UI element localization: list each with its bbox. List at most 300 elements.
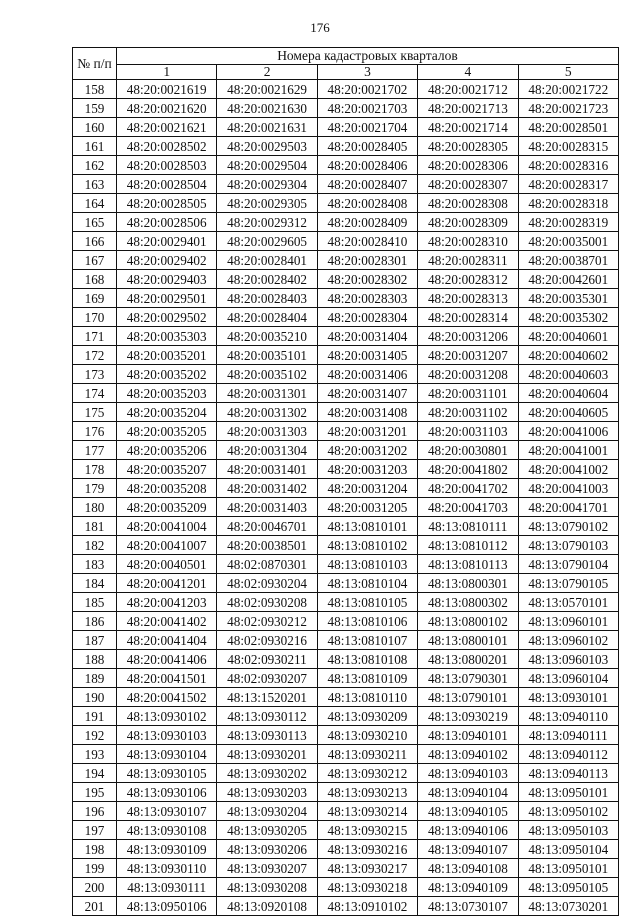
cadastral-number-cell: 48:20:0031103: [418, 422, 518, 441]
cadastral-number-cell: 48:13:0800301: [418, 574, 518, 593]
table-row: [73, 897, 619, 916]
cadastral-number-cell: 48:20:0028402: [217, 270, 317, 289]
cadastral-number-cell: 48:20:0028401: [217, 251, 317, 270]
cadastral-number-cell: 48:13:0960104: [518, 669, 618, 688]
cadastral-number-cell: 48:20:0029605: [217, 232, 317, 251]
cadastral-number-cell: 48:13:0930216: [317, 840, 417, 859]
row-number-cell: 159: [73, 99, 117, 118]
cadastral-number-cell: 48:20:0031304: [217, 441, 317, 460]
row-number-cell: 198: [73, 840, 117, 859]
cadastral-number-cell: 48:20:0035302: [518, 308, 618, 327]
row-number-cell: 162: [73, 156, 117, 175]
cadastral-number-cell: 48:20:0035102: [217, 365, 317, 384]
cadastral-number-cell: 48:20:0028409: [317, 213, 417, 232]
cadastral-number-cell: 48:13:0930217: [317, 859, 417, 878]
cadastral-number-cell: 48:20:0035205: [117, 422, 217, 441]
cadastral-number-cell: 48:20:0028313: [418, 289, 518, 308]
cadastral-number-cell: 48:20:0031205: [317, 498, 417, 517]
cadastral-number-cell: 48:20:0031401: [217, 460, 317, 479]
cadastral-number-cell: 48:13:0790105: [518, 574, 618, 593]
cadastral-number-cell: 48:20:0041003: [518, 479, 618, 498]
cadastral-number-cell: 48:20:0028316: [518, 156, 618, 175]
table-row: [73, 327, 619, 346]
cadastral-number-cell: 48:20:0035208: [117, 479, 217, 498]
table-row: [73, 232, 619, 251]
cadastral-number-cell: 48:20:0041501: [117, 669, 217, 688]
column-header-4: 4: [418, 65, 518, 80]
table-row: [73, 194, 619, 213]
cadastral-number-cell: 48:02:0930211: [217, 650, 317, 669]
cadastral-number-cell: 48:20:0029305: [217, 194, 317, 213]
cadastral-number-cell: 48:13:0930214: [317, 802, 417, 821]
cadastral-number-cell: 48:20:0021704: [317, 118, 417, 137]
cadastral-number-cell: 48:13:0730201: [518, 897, 618, 916]
cadastral-number-cell: 48:20:0040604: [518, 384, 618, 403]
cadastral-number-cell: 48:20:0029402: [117, 251, 217, 270]
cadastral-number-cell: 48:20:0041701: [518, 498, 618, 517]
table-row: [73, 118, 619, 137]
cadastral-number-cell: 48:20:0021703: [317, 99, 417, 118]
cadastral-number-cell: 48:13:0940112: [518, 745, 618, 764]
table-row: [73, 859, 619, 878]
table-row: [73, 137, 619, 156]
table-row: [73, 840, 619, 859]
cadastral-number-cell: 48:20:0028501: [518, 118, 618, 137]
cadastral-number-cell: 48:13:0940106: [418, 821, 518, 840]
cadastral-number-cell: 48:20:0028410: [317, 232, 417, 251]
cadastral-number-cell: 48:20:0028302: [317, 270, 417, 289]
row-number-cell: 191: [73, 707, 117, 726]
cadastral-number-cell: 48:20:0046701: [217, 517, 317, 536]
cadastral-number-cell: 48:13:0930202: [217, 764, 317, 783]
cadastral-number-cell: 48:20:0029501: [117, 289, 217, 308]
cadastral-number-cell: 48:13:0930218: [317, 878, 417, 897]
table-row: [73, 251, 619, 270]
cadastral-number-cell: 48:20:0041007: [117, 536, 217, 555]
cadastral-number-cell: 48:20:0028314: [418, 308, 518, 327]
cadastral-number-cell: 48:20:0028503: [117, 156, 217, 175]
cadastral-number-cell: 48:13:0790104: [518, 555, 618, 574]
cadastral-number-cell: 48:13:0910102: [317, 897, 417, 916]
table-row: [73, 403, 619, 422]
table-row: [73, 479, 619, 498]
row-number-cell: 158: [73, 80, 117, 99]
cadastral-number-cell: 48:13:0940110: [518, 707, 618, 726]
table-row: [73, 631, 619, 650]
cadastral-number-cell: 48:20:0028504: [117, 175, 217, 194]
cadastral-number-cell: 48:13:0930208: [217, 878, 317, 897]
cadastral-number-cell: 48:20:0035001: [518, 232, 618, 251]
cadastral-number-cell: 48:20:0028315: [518, 137, 618, 156]
cadastral-number-cell: 48:20:0021712: [418, 80, 518, 99]
cadastral-number-cell: 48:13:0930203: [217, 783, 317, 802]
cadastral-number-cell: 48:20:0021621: [117, 118, 217, 137]
cadastral-number-cell: 48:13:0940105: [418, 802, 518, 821]
cadastral-number-cell: 48:13:0950101: [518, 783, 618, 802]
row-number-cell: 177: [73, 441, 117, 460]
cadastral-number-cell: 48:20:0035207: [117, 460, 217, 479]
cadastral-number-cell: 48:20:0031408: [317, 403, 417, 422]
cadastral-number-cell: 48:20:0029503: [217, 137, 317, 156]
cadastral-number-cell: 48:20:0040601: [518, 327, 618, 346]
cadastral-number-cell: 48:20:0031404: [317, 327, 417, 346]
row-number-cell: 183: [73, 555, 117, 574]
cadastral-number-cell: 48:20:0041404: [117, 631, 217, 650]
cadastral-number-cell: 48:13:0940113: [518, 764, 618, 783]
cadastral-number-cell: 48:20:0041001: [518, 441, 618, 460]
cadastral-number-cell: 48:20:0021722: [518, 80, 618, 99]
row-number-cell: 201: [73, 897, 117, 916]
cadastral-number-cell: 48:13:0930213: [317, 783, 417, 802]
table-row: [73, 460, 619, 479]
cadastral-number-cell: 48:20:0041203: [117, 593, 217, 612]
table-row: [73, 707, 619, 726]
cadastral-number-cell: 48:20:0041002: [518, 460, 618, 479]
cadastral-number-cell: 48:02:0930207: [217, 669, 317, 688]
cadastral-number-cell: 48:20:0031102: [418, 403, 518, 422]
cadastral-number-cell: 48:20:0028301: [317, 251, 417, 270]
table-row: [73, 783, 619, 802]
cadastral-number-cell: 48:13:0810110: [317, 688, 417, 707]
cadastral-number-cell: 48:13:0930113: [217, 726, 317, 745]
table-row: [73, 384, 619, 403]
cadastral-number-cell: 48:13:0940109: [418, 878, 518, 897]
cadastral-number-cell: 48:20:0031204: [317, 479, 417, 498]
cadastral-number-cell: 48:20:0028304: [317, 308, 417, 327]
table-row: [73, 80, 619, 99]
row-number-cell: 178: [73, 460, 117, 479]
cadastral-number-cell: 48:20:0029304: [217, 175, 317, 194]
row-number-cell: 166: [73, 232, 117, 251]
table-row: [73, 612, 619, 631]
table-row: [73, 156, 619, 175]
cadastral-number-cell: 48:02:0930204: [217, 574, 317, 593]
row-number-cell: 194: [73, 764, 117, 783]
cadastral-number-cell: 48:20:0028308: [418, 194, 518, 213]
cadastral-number-cell: 48:13:0930206: [217, 840, 317, 859]
cadastral-number-cell: 48:20:0040603: [518, 365, 618, 384]
cadastral-number-cell: 48:20:0029312: [217, 213, 317, 232]
cadastral-number-cell: 48:20:0035210: [217, 327, 317, 346]
row-number-cell: 195: [73, 783, 117, 802]
cadastral-number-cell: 48:20:0028408: [317, 194, 417, 213]
cadastral-number-cell: 48:20:0021631: [217, 118, 317, 137]
row-number-cell: 200: [73, 878, 117, 897]
table-row: [73, 99, 619, 118]
cadastral-number-cell: 48:20:0021619: [117, 80, 217, 99]
cadastral-number-cell: 48:20:0035303: [117, 327, 217, 346]
cadastral-number-cell: 48:13:0810105: [317, 593, 417, 612]
cadastral-number-cell: 48:20:0028310: [418, 232, 518, 251]
cadastral-number-cell: 48:20:0028405: [317, 137, 417, 156]
table-row: [73, 745, 619, 764]
cadastral-number-cell: 48:20:0031202: [317, 441, 417, 460]
cadastral-number-cell: 48:20:0028311: [418, 251, 518, 270]
cadastral-number-cell: 48:13:0940111: [518, 726, 618, 745]
cadastral-number-cell: 48:20:0028404: [217, 308, 317, 327]
cadastral-number-cell: 48:13:0930108: [117, 821, 217, 840]
row-number-cell: 190: [73, 688, 117, 707]
cadastral-number-cell: 48:20:0042601: [518, 270, 618, 289]
cadastral-number-cell: 48:13:0940108: [418, 859, 518, 878]
cadastral-number-cell: 48:20:0028403: [217, 289, 317, 308]
row-number-cell: 192: [73, 726, 117, 745]
row-number-cell: 184: [73, 574, 117, 593]
cadastral-number-cell: 48:13:0810109: [317, 669, 417, 688]
cadastral-group-header: Номера кадастровых кварталов: [117, 48, 619, 65]
column-header-3: 3: [317, 65, 417, 80]
cadastral-number-cell: 48:13:0930205: [217, 821, 317, 840]
cadastral-number-cell: 48:20:0041406: [117, 650, 217, 669]
cadastral-number-cell: 48:20:0040605: [518, 403, 618, 422]
cadastral-number-cell: 48:20:0028305: [418, 137, 518, 156]
cadastral-number-cell: 48:13:0930215: [317, 821, 417, 840]
row-number-cell: 163: [73, 175, 117, 194]
cadastral-number-cell: 48:13:0790101: [418, 688, 518, 707]
cadastral-number-cell: 48:20:0035206: [117, 441, 217, 460]
cadastral-number-cell: 48:20:0028309: [418, 213, 518, 232]
page-number: 176: [310, 20, 330, 35]
cadastral-number-cell: 48:13:0940107: [418, 840, 518, 859]
cadastral-number-cell: 48:20:0021629: [217, 80, 317, 99]
table-row: [73, 422, 619, 441]
cadastral-number-cell: 48:13:0790102: [518, 517, 618, 536]
cadastral-number-cell: 48:20:0035301: [518, 289, 618, 308]
cadastral-number-cell: 48:13:0810108: [317, 650, 417, 669]
cadastral-number-cell: 48:13:0930112: [217, 707, 317, 726]
cadastral-number-cell: 48:20:0031403: [217, 498, 317, 517]
cadastral-number-cell: 48:20:0028502: [117, 137, 217, 156]
row-number-cell: 181: [73, 517, 117, 536]
row-number-cell: 165: [73, 213, 117, 232]
cadastral-number-cell: 48:02:0930216: [217, 631, 317, 650]
row-number-cell: 160: [73, 118, 117, 137]
table-header: [73, 48, 619, 80]
cadastral-number-cell: 48:20:0041402: [117, 612, 217, 631]
cadastral-number-cell: 48:13:0930212: [317, 764, 417, 783]
cadastral-number-cell: 48:20:0028312: [418, 270, 518, 289]
table-row: [73, 726, 619, 745]
cadastral-number-cell: 48:13:0930106: [117, 783, 217, 802]
table-row: [73, 498, 619, 517]
cadastral-number-cell: 48:20:0028505: [117, 194, 217, 213]
cadastral-number-cell: 48:20:0041502: [117, 688, 217, 707]
cadastral-number-cell: 48:20:0031203: [317, 460, 417, 479]
cadastral-number-cell: 48:13:0930101: [518, 688, 618, 707]
row-number-cell: 169: [73, 289, 117, 308]
table-row: [73, 270, 619, 289]
table-row: [73, 289, 619, 308]
cadastral-number-cell: 48:13:1520201: [217, 688, 317, 707]
cadastral-number-cell: 48:13:0810111: [418, 517, 518, 536]
cadastral-number-cell: 48:20:0028406: [317, 156, 417, 175]
row-number-cell: 179: [73, 479, 117, 498]
cadastral-number-cell: 48:20:0021714: [418, 118, 518, 137]
cadastral-number-cell: 48:13:0730107: [418, 897, 518, 916]
row-number-cell: 164: [73, 194, 117, 213]
cadastral-number-cell: 48:13:0930219: [418, 707, 518, 726]
cadastral-number-cell: 48:13:0920108: [217, 897, 317, 916]
row-number-cell: 182: [73, 536, 117, 555]
cadastral-number-cell: 48:13:0930105: [117, 764, 217, 783]
cadastral-number-cell: 48:13:0930102: [117, 707, 217, 726]
row-number-cell: 199: [73, 859, 117, 878]
cadastral-number-cell: 48:20:0028318: [518, 194, 618, 213]
cadastral-number-cell: 48:13:0810112: [418, 536, 518, 555]
cadastral-number-cell: 48:13:0940102: [418, 745, 518, 764]
cadastral-number-cell: 48:20:0038501: [217, 536, 317, 555]
cadastral-number-cell: 48:13:0950106: [117, 897, 217, 916]
table-row: [73, 365, 619, 384]
cadastral-number-cell: 48:13:0960102: [518, 631, 618, 650]
row-number-cell: 171: [73, 327, 117, 346]
cadastral-number-cell: 48:13:0800201: [418, 650, 518, 669]
table-row: [73, 536, 619, 555]
cadastral-number-cell: 48:20:0031406: [317, 365, 417, 384]
table-row: [73, 669, 619, 688]
cadastral-number-cell: 48:13:0940101: [418, 726, 518, 745]
cadastral-number-cell: 48:20:0021713: [418, 99, 518, 118]
cadastral-number-cell: 48:13:0800302: [418, 593, 518, 612]
cadastral-number-cell: 48:20:0029504: [217, 156, 317, 175]
cadastral-number-cell: 48:20:0035209: [117, 498, 217, 517]
row-number-cell: 180: [73, 498, 117, 517]
cadastral-number-cell: 48:20:0028307: [418, 175, 518, 194]
table-row: [73, 213, 619, 232]
cadastral-number-cell: 48:13:0930110: [117, 859, 217, 878]
cadastral-number-cell: 48:13:0930211: [317, 745, 417, 764]
cadastral-number-cell: 48:13:0930109: [117, 840, 217, 859]
cadastral-number-cell: 48:20:0035201: [117, 346, 217, 365]
cadastral-number-cell: 48:13:0810104: [317, 574, 417, 593]
row-number-cell: 193: [73, 745, 117, 764]
cadastral-number-cell: 48:13:0810101: [317, 517, 417, 536]
cadastral-number-cell: 48:13:0930103: [117, 726, 217, 745]
cadastral-number-cell: 48:13:0570101: [518, 593, 618, 612]
cadastral-number-cell: 48:13:0800101: [418, 631, 518, 650]
cadastral-number-cell: 48:13:0960101: [518, 612, 618, 631]
column-header-5: 5: [518, 65, 618, 80]
table-row: [73, 688, 619, 707]
cadastral-number-cell: 48:02:0870301: [217, 555, 317, 574]
cadastral-number-cell: 48:20:0029401: [117, 232, 217, 251]
cadastral-number-cell: 48:13:0940103: [418, 764, 518, 783]
cadastral-number-cell: 48:13:0790103: [518, 536, 618, 555]
cadastral-number-cell: 48:20:0031407: [317, 384, 417, 403]
cadastral-number-cell: 48:13:0930201: [217, 745, 317, 764]
cadastral-number-cell: 48:20:0035202: [117, 365, 217, 384]
cadastral-number-cell: 48:13:0950104: [518, 840, 618, 859]
cadastral-number-cell: 48:20:0028303: [317, 289, 417, 308]
cadastral-number-cell: 48:20:0021620: [117, 99, 217, 118]
table-row: [73, 574, 619, 593]
row-number-cell: 168: [73, 270, 117, 289]
cadastral-number-cell: 48:20:0035101: [217, 346, 317, 365]
row-number-cell: 197: [73, 821, 117, 840]
cadastral-number-cell: 48:20:0028407: [317, 175, 417, 194]
cadastral-number-cell: 48:13:0810106: [317, 612, 417, 631]
row-number-cell: 170: [73, 308, 117, 327]
row-number-cell: 185: [73, 593, 117, 612]
cadastral-number-cell: 48:13:0930104: [117, 745, 217, 764]
row-number-cell: 167: [73, 251, 117, 270]
cadastral-number-cell: 48:02:0930208: [217, 593, 317, 612]
cadastral-number-cell: 48:13:0950101: [518, 859, 618, 878]
cadastral-number-cell: 48:20:0041004: [117, 517, 217, 536]
cadastral-number-cell: 48:20:0035203: [117, 384, 217, 403]
cadastral-number-cell: 48:13:0930209: [317, 707, 417, 726]
cadastral-number-cell: 48:20:0021723: [518, 99, 618, 118]
cadastral-number-cell: 48:13:0930210: [317, 726, 417, 745]
cadastral-number-cell: 48:20:0029502: [117, 308, 217, 327]
table-row: [73, 175, 619, 194]
column-header-2: 2: [217, 65, 317, 80]
table-row: [73, 441, 619, 460]
row-number-cell: 175: [73, 403, 117, 422]
cadastral-number-cell: 48:13:0930204: [217, 802, 317, 821]
cadastral-number-cell: 48:20:0028506: [117, 213, 217, 232]
row-number-cell: 176: [73, 422, 117, 441]
cadastral-number-cell: 48:20:0031101: [418, 384, 518, 403]
cadastral-number-cell: 48:20:0021630: [217, 99, 317, 118]
row-number-cell: 172: [73, 346, 117, 365]
cadastral-number-cell: 48:20:0041802: [418, 460, 518, 479]
cadastral-number-cell: 48:20:0031206: [418, 327, 518, 346]
cadastral-number-cell: 48:13:0810107: [317, 631, 417, 650]
cadastral-number-cell: 48:20:0029403: [117, 270, 217, 289]
cadastral-number-cell: 48:20:0031208: [418, 365, 518, 384]
row-number-header: № п/п: [73, 48, 117, 80]
cadastral-number-cell: 48:13:0930207: [217, 859, 317, 878]
cadastral-number-cell: 48:20:0040602: [518, 346, 618, 365]
cadastral-number-cell: 48:13:0930107: [117, 802, 217, 821]
cadastral-number-cell: 48:20:0021702: [317, 80, 417, 99]
cadastral-number-cell: 48:13:0950105: [518, 878, 618, 897]
cadastral-number-cell: 48:20:0041702: [418, 479, 518, 498]
row-number-cell: 174: [73, 384, 117, 403]
cadastral-number-cell: 48:20:0031303: [217, 422, 317, 441]
cadastral-number-cell: 48:13:0950102: [518, 802, 618, 821]
cadastral-number-cell: 48:20:0031301: [217, 384, 317, 403]
row-number-cell: 161: [73, 137, 117, 156]
cadastral-number-cell: 48:20:0030801: [418, 441, 518, 460]
cadastral-number-cell: 48:13:0960103: [518, 650, 618, 669]
cadastral-number-cell: 48:20:0028306: [418, 156, 518, 175]
cadastral-number-cell: 48:13:0810113: [418, 555, 518, 574]
table-row: [73, 764, 619, 783]
cadastral-number-cell: 48:13:0790301: [418, 669, 518, 688]
cadastral-number-cell: 48:20:0040501: [117, 555, 217, 574]
cadastral-table: [72, 47, 619, 916]
table-row: [73, 650, 619, 669]
table-row: [73, 593, 619, 612]
row-number-cell: 189: [73, 669, 117, 688]
row-number-cell: 196: [73, 802, 117, 821]
cadastral-number-cell: 48:20:0031402: [217, 479, 317, 498]
table-row: [73, 802, 619, 821]
cadastral-number-cell: 48:13:0940104: [418, 783, 518, 802]
row-number-cell: 187: [73, 631, 117, 650]
row-number-cell: 186: [73, 612, 117, 631]
cadastral-number-cell: 48:13:0950103: [518, 821, 618, 840]
table-row: [73, 346, 619, 365]
row-number-cell: 173: [73, 365, 117, 384]
cadastral-number-cell: 48:13:0800102: [418, 612, 518, 631]
cadastral-number-cell: 48:20:0041006: [518, 422, 618, 441]
table-row: [73, 821, 619, 840]
table-body: [73, 80, 619, 916]
column-header-1: 1: [117, 65, 217, 80]
